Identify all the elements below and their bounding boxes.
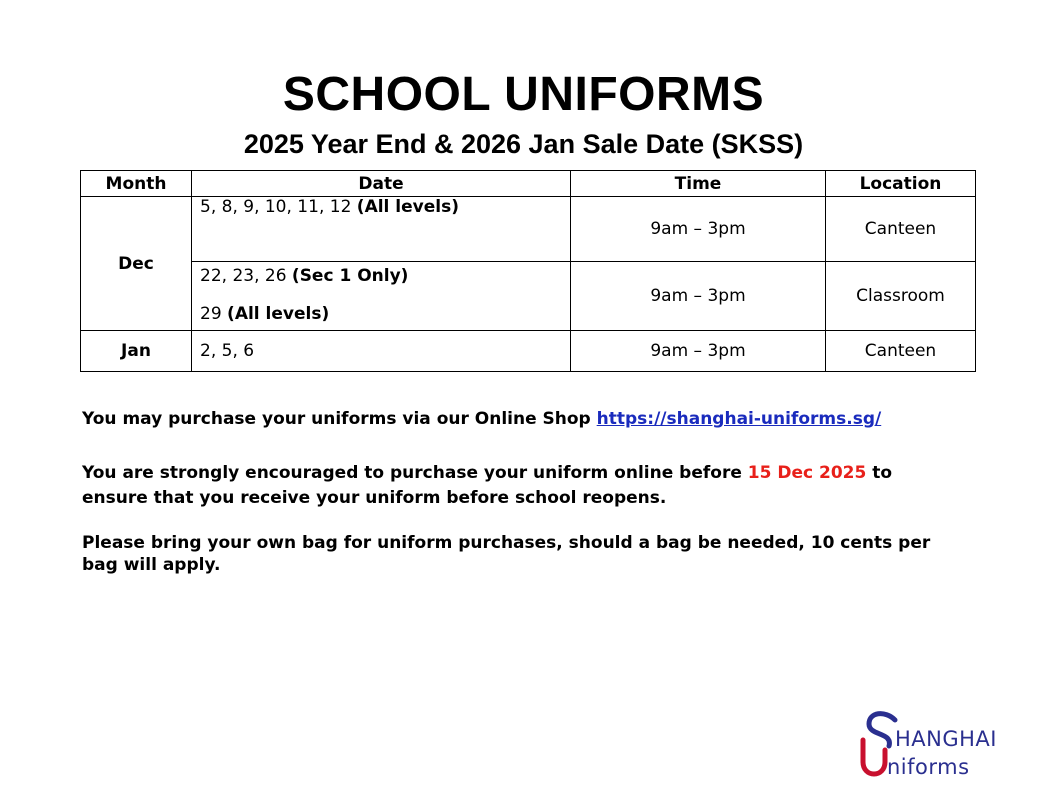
logo-u-mark (863, 740, 885, 774)
date-values: 22, 23, 26 (200, 266, 292, 286)
page-subtitle: 2025 Year End & 2026 Jan Sale Date (SKSS) (243, 129, 804, 159)
header-location: Location (826, 171, 976, 197)
page-title: SCHOOL UNIFORMS (282, 68, 765, 121)
month-cell-dec: Dec (81, 197, 192, 331)
shanghai-uniforms-logo (855, 706, 1015, 786)
table-row (81, 197, 976, 262)
logo-text-niforms: niforms (887, 755, 970, 779)
purchase-deadline-note (82, 461, 962, 511)
date-note: (All levels) (227, 304, 330, 324)
header-time: Time (571, 171, 826, 197)
table-row (81, 262, 976, 331)
deadline-date: 15 Dec 2025 (747, 463, 867, 483)
sale-schedule-table (80, 170, 976, 372)
online-shop-text: You may purchase your uniforms via our Online Shop (82, 409, 597, 429)
header-date: Date (192, 171, 571, 197)
deadline-text-before: You are strongly encouraged to purchase your uniform online before (82, 463, 748, 483)
location-cell: Canteen (826, 197, 976, 262)
table-header-row (81, 171, 976, 197)
date-values: 5, 8, 9, 10, 11, 12 (200, 197, 357, 217)
date-cell (192, 197, 571, 262)
online-shop-link[interactable]: https://shanghai-uniforms.sg/ (596, 409, 882, 429)
location-cell: Classroom (826, 262, 976, 331)
date-cell (192, 262, 571, 331)
logo-text-hanghai: HANGHAI (895, 727, 997, 751)
online-shop-note (82, 408, 962, 430)
deadline-text-after: to ensure that you receive your uniform before school reopens. (82, 463, 893, 508)
date-note: (All levels) (356, 197, 459, 217)
time-cell: 9am – 3pm (571, 197, 826, 262)
date-cell: 2, 5, 6 (192, 331, 571, 372)
date-values: 29 (200, 304, 228, 324)
date-note: (Sec 1 Only) (291, 266, 409, 286)
logo-s-mark (869, 714, 895, 746)
date-line-2 (200, 304, 562, 324)
location-cell: Canteen (826, 331, 976, 372)
time-cell: 9am – 3pm (571, 331, 826, 372)
month-cell-jan: Jan (81, 331, 192, 372)
bag-note: Please bring your own bag for uniform purchases, should a bag be needed, 10 cents per bag will apply. (82, 533, 931, 575)
time-cell: 9am – 3pm (571, 262, 826, 331)
header-month: Month (81, 171, 192, 197)
table-row (81, 331, 976, 372)
